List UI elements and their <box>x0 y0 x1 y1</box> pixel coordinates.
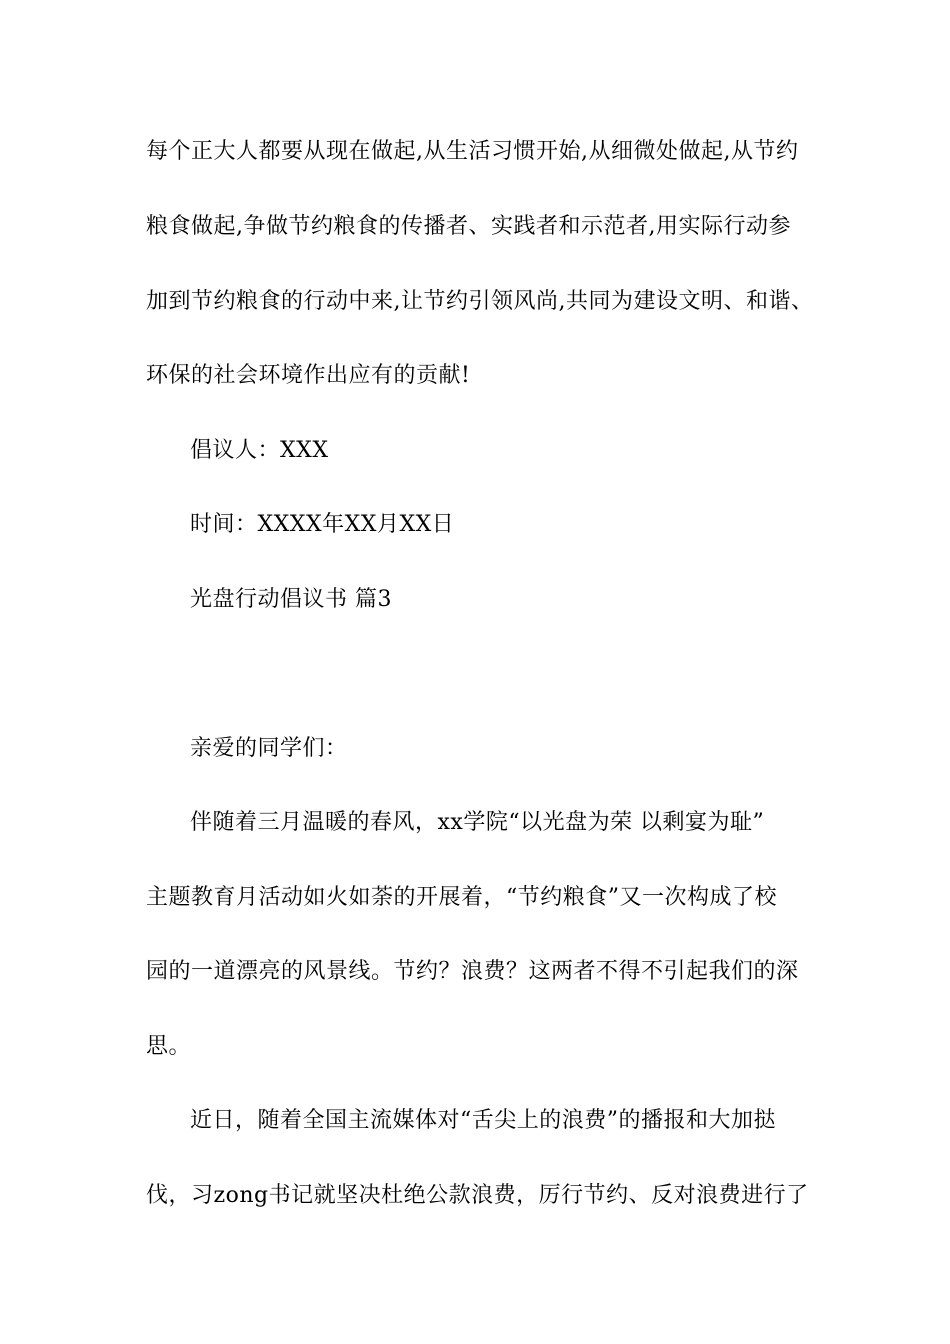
paragraph-line: 粮食做起,争做节约粮食的传播者、实践者和示范者,用实际行动参 <box>146 214 791 239</box>
paragraph-line: 近日，随着全国主流媒体对“舌尖上的浪费”的播报和大加挞 <box>190 1108 776 1133</box>
paragraph-line: 环保的社会环境作出应有的贡献! <box>146 363 471 388</box>
paragraph-line: 加到节约粮食的行动中来,让节约引领风尚,共同为建设文明、和谐、 <box>146 289 814 314</box>
paragraph-line: 主题教育月活动如火如荼的开展着，“节约粮食”又一次构成了校 <box>146 885 777 910</box>
date-line: 时间：XXXX年XX月XX日 <box>190 512 455 537</box>
paragraph-line: 每个正大人都要从现在做起,从生活习惯开始,从细微处做起,从节约 <box>146 139 799 164</box>
section-heading: 光盘行动倡议书 篇3 <box>190 587 392 612</box>
initiator-line: 倡议人：XXX <box>190 438 329 463</box>
paragraph-line: 思。 <box>146 1034 192 1059</box>
salutation-line: 亲爱的同学们： <box>190 736 348 761</box>
paragraph-line: 伐，习zong书记就坚决杜绝公款浪费，厉行节约、反对浪费进行了 <box>146 1183 809 1208</box>
paragraph-line: 伴随着三月温暖的春风，xx学院“以光盘为荣 以剩宴为耻” <box>190 810 765 835</box>
paragraph-line: 园的一道漂亮的风景线。节约？浪费？这两者不得不引起我们的深 <box>146 959 799 984</box>
